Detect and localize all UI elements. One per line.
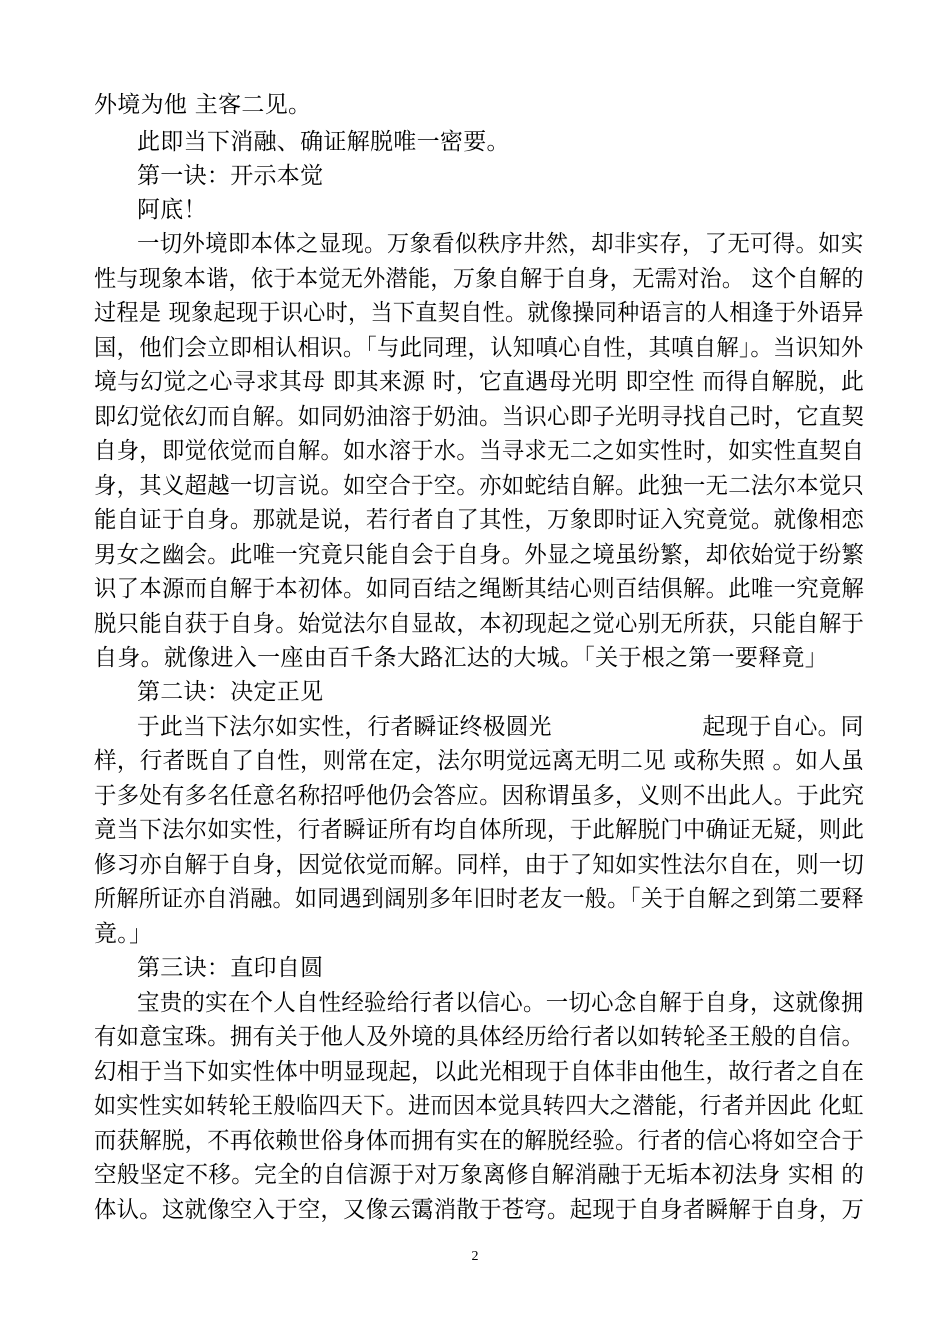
text-line: 外境为他 主客二见。 <box>94 92 312 118</box>
text-line: 于多处有多名任意名称招呼他仍会答应。因称谓虽多，义则不出此人。于此究 <box>94 783 865 809</box>
text-line: 所解所证亦自消融。如同遇到阔别多年旧时老友一般。「关于自解之到第二要释 <box>94 886 864 912</box>
text-line: 空般坚定不移。完全的自信源于对万象离修自解消融于无垢本初法身 实相 的 <box>94 1162 865 1188</box>
page-number: 2 <box>471 1249 479 1264</box>
text-line: 竟当下法尔如实性，行者瞬证所有均自体所现，于此解脱门中确证无疑，则此 <box>94 817 865 843</box>
section-heading: 第二诀：决定正见 <box>137 679 324 705</box>
text-line: 而获解脱，不再依赖世俗身体而拥有实在的解脱经验。行者的信心将如空合于 <box>94 1128 865 1154</box>
text-line: 体认。这就像空入于空，又像云霭消散于苍穹。起现于自身者瞬解于自身，万 <box>94 1197 865 1223</box>
text-line: 幻相于当下如实性体中明显现起，以此光相现于自体非由他生，故行者之自在 <box>94 1059 865 1085</box>
text-line: 阿底！ <box>137 197 207 223</box>
text-line: 性与现象本谐，依于本觉无外潜能，万象自解于自身，无需对治。 这个自解的 <box>94 266 864 292</box>
text-line: 如实性实如转轮王般临四天下。进而因本觉具转四大之潜能，行者并因此 化虹 <box>94 1093 864 1119</box>
text-line: 能自证于自身。那就是说，若行者自了其性，万象即时证入究竟觉。就像相恋 <box>94 507 865 533</box>
text-line: 样，行者既自了自性，则常在定，法尔明觉远离无明二见 或称失照 。如人虽 <box>94 748 865 774</box>
text-line: 即幻觉依幻而自解。如同奶油溶于奶油。当识心即子光明寻找自己时，它直契 <box>94 404 865 430</box>
section-heading: 第一诀：开示本觉 <box>137 163 324 189</box>
text-line: 有如意宝珠。拥有关于他人及外境的具体经历给行者以如转轮圣王般的自信。 <box>94 1024 865 1050</box>
section-heading: 第三诀：直印自圆 <box>137 955 324 981</box>
text-line: 竟。」 <box>94 921 153 947</box>
text-line: 自身，即觉依觉而自解。如水溶于水。当寻求无二之如实性时，如实性直契自 <box>94 438 865 464</box>
text-line: 自身。就像进入一座由百千条大路汇达的大城。「关于根之第一要释竟」 <box>94 645 829 671</box>
text-line: 身，其义超越一切言说。如空合于空。亦如蛇结自解。此独一无二法尔本觉只 <box>94 473 865 499</box>
text-line: 男女之幽会。此唯一究竟只能自会于自身。外显之境虽纷繁，却依始觉于纷繁 <box>94 542 865 568</box>
text-line: 过程是 现象起现于识心时，当下直契自性。就像操同种语言的人相逢于外语异 <box>94 300 864 326</box>
text-line: 识了本源而自解于本初体。如同百结之绳断其结心则百结俱解。此唯一究竟解 <box>94 576 865 602</box>
text-line: 于此当下法尔如实性，行者瞬证终极圆光 起现于自心。同 <box>137 714 864 740</box>
text-line: 一切外境即本体之显现。万象看似秩序井然，却非实存，了无可得。如实 <box>137 231 864 257</box>
text-line: 国，他们会立即相认相识。「与此同理，认知嗔心自性，其嗔自解」。当识知外 <box>94 335 864 361</box>
text-line: 脱只能自获于自身。始觉法尔自显故，本初现起之觉心别无所获，只能自解于 <box>94 611 865 637</box>
text-line: 此即当下消融、确证解脱唯一密要。 <box>137 129 510 155</box>
text-line: 境与幻觉之心寻求其母 即其来源 时，它直遇母光明 即空性 而得自解脱，此 <box>94 369 865 395</box>
text-line: 宝贵的实在个人自性经验给行者以信心。一切心念自解于自身，这就像拥 <box>137 990 864 1016</box>
text-line: 修习亦自解于自身，因觉依觉而解。同样，由于了知如实性法尔自在，则一切 <box>94 852 865 878</box>
